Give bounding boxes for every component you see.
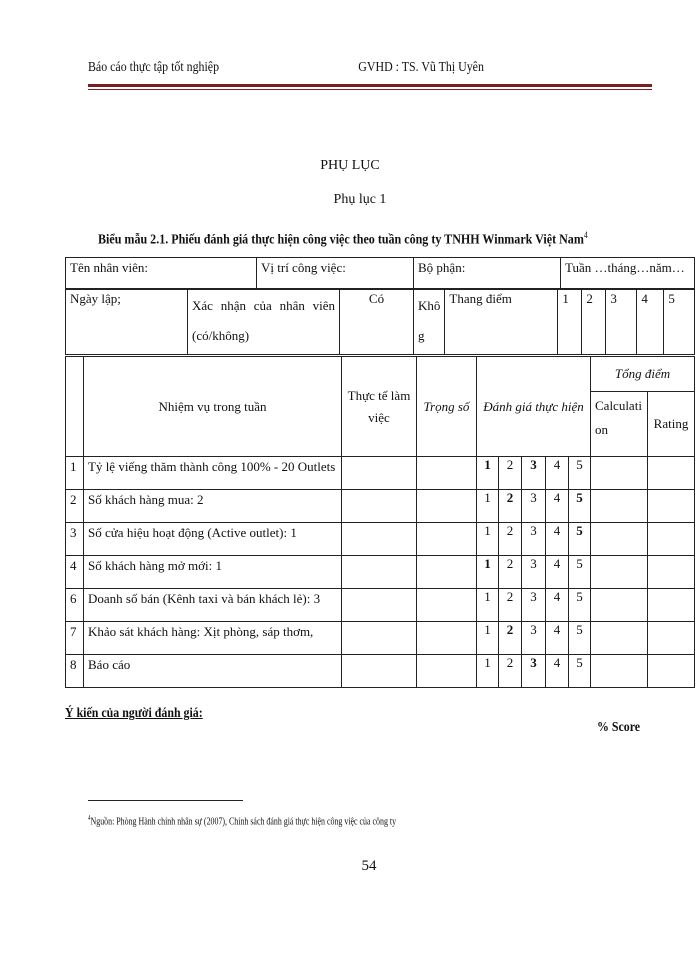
department-cell: Bộ phận: — [414, 258, 561, 290]
appendix-number: Phụ lục 1 — [333, 192, 387, 207]
form-title-footnote-mark: 4 — [583, 230, 588, 240]
task-cell: Báo cáo — [84, 655, 342, 688]
score-label: % Score — [597, 720, 641, 735]
weight-cell — [417, 556, 477, 589]
header-rule-thin — [88, 89, 652, 90]
calculation-cell — [591, 556, 648, 589]
footnote-rule — [88, 800, 243, 801]
score-option: 4 — [546, 655, 569, 688]
score-option: 2 — [499, 622, 522, 655]
actual-cell — [342, 457, 417, 490]
footnote-mark: 4 — [88, 814, 91, 822]
score-option: 2 — [499, 556, 522, 589]
scale-point-3: 3 — [606, 289, 637, 355]
page-number: 54 — [361, 858, 377, 874]
calculation-cell — [591, 457, 648, 490]
header-supervisor: GVHD : TS. Vũ Thị Uyên — [358, 60, 484, 75]
score-option: 5 — [569, 622, 591, 655]
index-header — [66, 357, 84, 457]
score-option: 1 — [477, 457, 499, 490]
reviewer-opinion-label: Ý kiến của người đánh giá: — [65, 706, 203, 721]
rating-cell — [648, 457, 695, 490]
score-option: 4 — [546, 490, 569, 523]
scale-cell: Thang điểm — [445, 289, 558, 355]
score-option: 4 — [546, 523, 569, 556]
date-cell: Ngày lập; — [66, 289, 188, 355]
evaluation-header: Đánh giá thực hiện — [477, 357, 591, 457]
score-option: 3 — [522, 622, 546, 655]
weight-cell — [417, 457, 477, 490]
appendix-heading: PHỤ LỤC — [320, 158, 380, 173]
score-option: 1 — [477, 622, 499, 655]
score-option: 3 — [522, 655, 546, 688]
score-option: 1 — [477, 523, 499, 556]
week-cell: Tuần …tháng…năm… — [561, 258, 695, 290]
score-option: 5 — [569, 457, 591, 490]
calculation-cell — [591, 655, 648, 688]
task-cell: Số khách hàng mở mới: 1 — [84, 556, 342, 589]
rating-cell — [648, 622, 695, 655]
scale-point-1: 1 — [558, 289, 582, 355]
rating-cell — [648, 490, 695, 523]
weight-cell — [417, 655, 477, 688]
score-option: 3 — [522, 490, 546, 523]
actual-work-header: Thực tế làm việc — [342, 357, 417, 457]
task-evaluation-table — [65, 356, 695, 688]
score-option: 2 — [499, 490, 522, 523]
score-option: 2 — [499, 589, 522, 622]
actual-cell — [342, 655, 417, 688]
table-row — [66, 655, 695, 688]
row-index: 7 — [66, 622, 84, 655]
rating-cell — [648, 655, 695, 688]
form-info-row — [65, 257, 695, 290]
score-option: 3 — [522, 457, 546, 490]
score-option: 3 — [522, 556, 546, 589]
score-option: 1 — [477, 589, 499, 622]
score-option: 5 — [569, 490, 591, 523]
table-row — [66, 490, 695, 523]
score-option: 4 — [546, 589, 569, 622]
score-option: 4 — [546, 622, 569, 655]
score-option: 5 — [569, 655, 591, 688]
score-option: 5 — [569, 523, 591, 556]
rating-cell — [648, 589, 695, 622]
score-option: 4 — [546, 457, 569, 490]
page-header — [88, 60, 564, 80]
footnote-text: Nguồn: Phòng Hành chính nhân sự (2007), Chính sách đánh giá thực hiện công việc của công ty — [90, 815, 397, 828]
actual-cell — [342, 556, 417, 589]
row-index: 3 — [66, 523, 84, 556]
actual-cell — [342, 490, 417, 523]
score-option: 2 — [499, 523, 522, 556]
actual-cell — [342, 589, 417, 622]
score-option: 3 — [522, 589, 546, 622]
rating-header: Rating — [648, 392, 695, 457]
scale-point-5: 5 — [664, 289, 695, 355]
row-index: 6 — [66, 589, 84, 622]
score-option: 3 — [522, 523, 546, 556]
score-option: 2 — [499, 457, 522, 490]
calculation-header: Calculati on — [591, 392, 648, 457]
row-index: 1 — [66, 457, 84, 490]
weight-cell — [417, 523, 477, 556]
actual-cell — [342, 622, 417, 655]
rating-cell — [648, 556, 695, 589]
job-position-cell: Vị trí công việc: — [257, 258, 414, 290]
score-option: 5 — [569, 556, 591, 589]
table-row — [66, 457, 695, 490]
employee-name-cell: Tên nhân viên: — [66, 258, 257, 290]
header-rule-thick — [88, 84, 652, 87]
task-cell: Doanh số bán (Kênh taxi và bán khách lẻ): 3 — [84, 589, 342, 622]
header-report-title: Báo cáo thực tập tốt nghiệp — [88, 60, 220, 75]
row-index: 4 — [66, 556, 84, 589]
task-cell: Số cửa hiệu hoạt động (Active outlet): 1 — [84, 523, 342, 556]
score-option: 1 — [477, 655, 499, 688]
weight-cell — [417, 622, 477, 655]
row-index: 2 — [66, 490, 84, 523]
weight-cell — [417, 490, 477, 523]
task-cell: Số khách hàng mua: 2 — [84, 490, 342, 523]
confirm-yes-cell: Có — [340, 289, 414, 355]
task-cell: Khảo sát khách hàng: Xịt phòng, sáp thơm, — [84, 622, 342, 655]
calculation-cell — [591, 490, 648, 523]
task-cell: Tỷ lệ viếng thăm thành công 100% - 20 Outlets — [84, 457, 342, 490]
table-row — [66, 589, 695, 622]
calculation-cell — [591, 589, 648, 622]
score-option: 2 — [499, 655, 522, 688]
table-row — [66, 556, 695, 589]
calculation-cell — [591, 622, 648, 655]
score-option: 4 — [546, 556, 569, 589]
actual-cell — [342, 523, 417, 556]
table-row — [66, 622, 695, 655]
confirm-no-cell: Khô g — [414, 289, 445, 355]
form-title-text: Biểu mẫu 2.1. Phiếu đánh giá thực hiện công việc theo tuần công ty TNHH Winmark Việt Nam — [98, 232, 584, 248]
scale-point-4: 4 — [637, 289, 664, 355]
scale-point-2: 2 — [582, 289, 606, 355]
total-score-header: Tổng điểm — [591, 357, 695, 392]
tasks-header: Nhiệm vụ trong tuần — [84, 357, 342, 457]
task-rows — [66, 457, 695, 688]
weight-header: Trọng số — [417, 357, 477, 457]
row-index: 8 — [66, 655, 84, 688]
form-confirm-row — [65, 288, 695, 355]
score-option: 5 — [569, 589, 591, 622]
weight-cell — [417, 589, 477, 622]
table-row — [66, 523, 695, 556]
employee-confirm-cell: Xác nhận của nhân viên (có/không) — [188, 289, 340, 355]
footnote — [88, 814, 396, 828]
score-option: 1 — [477, 556, 499, 589]
rating-cell — [648, 523, 695, 556]
score-option: 1 — [477, 490, 499, 523]
calculation-cell — [591, 523, 648, 556]
form-title — [98, 230, 588, 249]
